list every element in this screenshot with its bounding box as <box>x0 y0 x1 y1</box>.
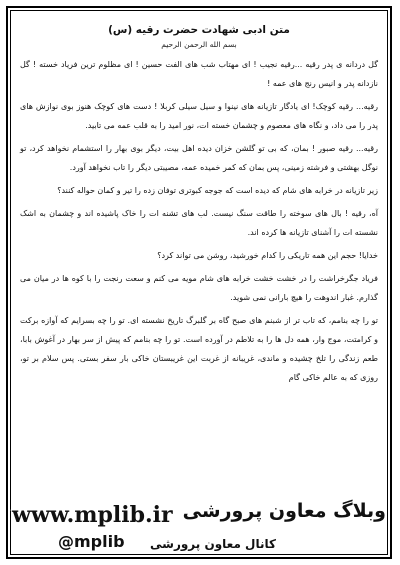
basmala: بسم الله الرحمن الرحیم <box>161 40 237 49</box>
document-body <box>20 24 378 557</box>
blog-name-watermark: وبلاگ معاون پرورشی <box>182 500 386 522</box>
page-border <box>6 6 392 559</box>
paragraph: رقیه... رقیه کوچک! ای یادگار تازیانه های نینوا و سیل سیلی کربلا ! دست های کوچک هنوز بوی نوازش های پدر را می داد، و نگاه های معصوم و چشمان خسته ات، نور امید را به قلب عمه می تابید. <box>20 102 378 130</box>
paragraph: رقیه... رقیه صبور ! بمان، که بی تو گلشن خزان دیده اهل بیت، دیگر بوی بهار را استشمام نخواهد کرد، تو نوگل بهشتی و فرشته زمینی، پس بمان که کمر خمیده عمه، مصیبتی دیگر را تاب نخواهد آورد. <box>20 144 378 172</box>
channel-name-watermark: کانال معاون پرورشی <box>150 537 276 551</box>
site-url-watermark: www.mplib.ir <box>12 502 173 528</box>
paragraph: آه، رقیه ! بال های سوخته را طاقت سنگ نیست. لب های تشنه ات را خاک پاشیده اند و چشمان به اشک نشسته ات را آشنای تازیانه ها کرده اند. <box>20 209 378 237</box>
paragraph: فریاد جگرخراشت را در خشت خشت خرابه های شام مویه می کنم و سعت رنجت را با کوه ها در میان می گذارم. غبار اندوهت را هیچ بارانی نمی شوید. <box>20 274 378 302</box>
paragraph: گل دردانه ی پدر رقیه ...رقیه نجیب ! ای مهتاب شب های الفت حسین ! ای مظلوم ترین فریاد خسته ! گل نازدانه پدر و انیس رنج های عمه ! <box>20 60 378 88</box>
paragraph: زیر تازیانه در خرابه های شام که دیده است که جوجه کبوتری توفان زده را تیر و کمان حواله کنند؟ <box>57 186 378 195</box>
paragraph: خدایا! حجم این همه تاریکی را کدام خورشید، روشن می تواند کرد؟ <box>157 251 378 260</box>
paragraph: تو را چه بنامم، که تاب تر از شبنم های صبح گاه بر گلبرگ تاریخ نشسته ای. تو را چه بسرایم که آوازه برکت و کرامتت، موج وار، همه دل ها را به تلاطم در آورده است. تو را چه بنامم که پیش از سر بهار در آغوش بابا، طعم زندگی را تلخ چشیده و ماندی، غریبانه از غربت این غریبستان خاکی بار سفر بستی. پس سلام بر تو، روزی که به عالم خاکی گام <box>20 316 378 382</box>
handle-watermark: @mplib <box>58 532 125 551</box>
document-title: متن ادبی شهادت حضرت رقیه (س) <box>108 24 290 36</box>
